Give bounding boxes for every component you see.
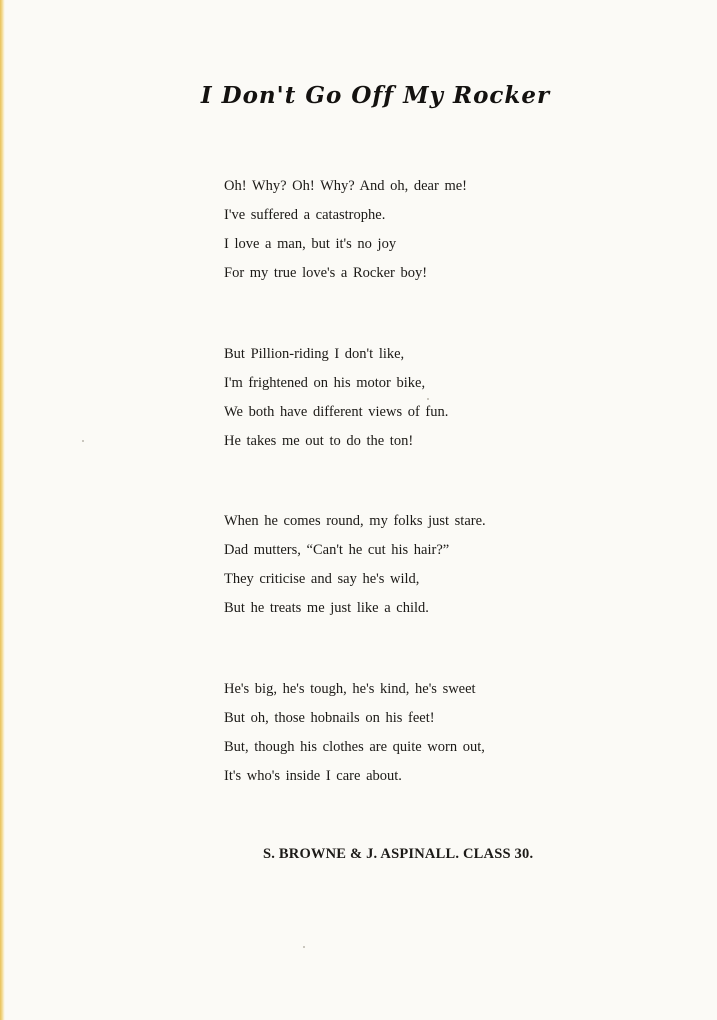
poem-line: I'm frightened on his motor bike, — [224, 375, 426, 391]
stanza-2 — [224, 340, 664, 456]
page-edge — [0, 0, 5, 1020]
stanza-3 — [224, 507, 664, 623]
poem-credit: S. BROWNE & J. ASPINALL. CLASS 30. — [263, 846, 534, 862]
poem-line: But, though his clothes are quite worn out, — [224, 739, 485, 755]
poem-line: But Pillion-riding I don't like, — [224, 346, 405, 362]
paper-speck — [82, 440, 84, 442]
stanza-4 — [224, 675, 664, 791]
poem-line: It's who's inside I care about. — [224, 768, 402, 784]
stanza-1 — [224, 172, 664, 288]
poem-title: I Don't Go Off My Rocker — [200, 82, 551, 109]
poem-line: Oh! Why? Oh! Why? And oh, dear me! — [224, 178, 467, 194]
poem-line: Dad mutters, “Can't he cut his hair?” — [224, 542, 450, 558]
poem-line: When he comes round, my folks just stare. — [224, 513, 486, 529]
poem-line: For my true love's a Rocker boy! — [224, 265, 428, 281]
paper-speck — [303, 946, 305, 948]
poem-line: But he treats me just like a child. — [224, 600, 429, 616]
poem-line: They criticise and say he's wild, — [224, 571, 420, 587]
poem-line: We both have different views of fun. — [224, 404, 449, 420]
poem-line: I love a man, but it's no joy — [224, 236, 397, 252]
poem-line: But oh, those hobnails on his feet! — [224, 710, 435, 726]
paper-speck — [427, 398, 429, 400]
poem-line: He takes me out to do the ton! — [224, 433, 414, 449]
poem-line: He's big, he's tough, he's kind, he's sweet — [224, 681, 476, 697]
poem-line: I've suffered a catastrophe. — [224, 207, 386, 223]
